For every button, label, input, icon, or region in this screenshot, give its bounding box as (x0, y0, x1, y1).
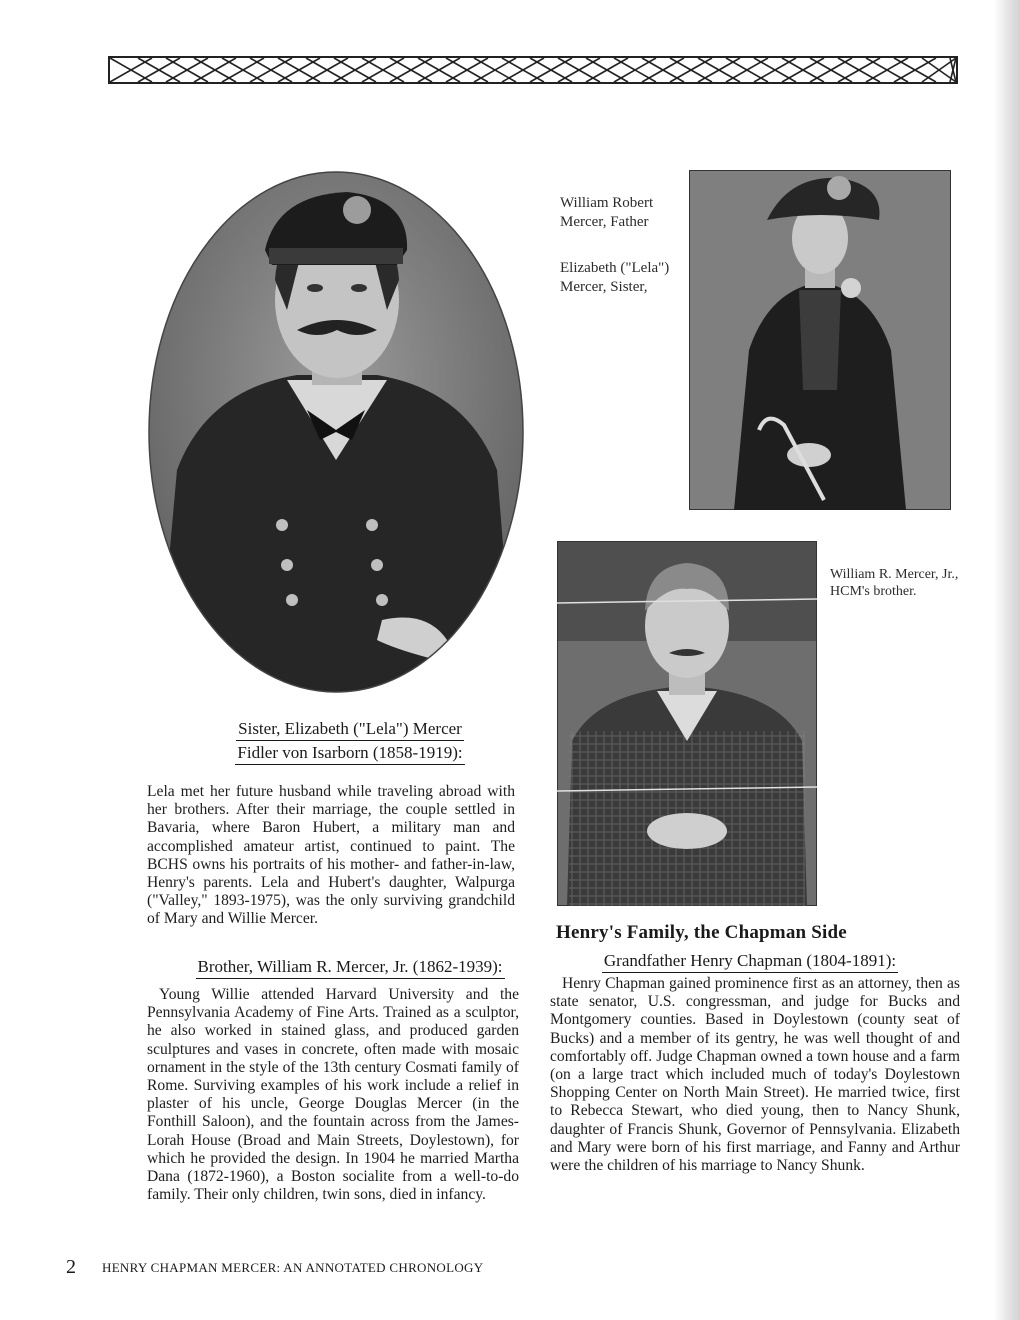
sister-heading-line2 (130, 742, 570, 764)
chapman-paragraph: Henry Chapman gained prominence first as an attorney, then as state senator, U.S. congressman, and judge for Bucks and Montgomery counties. Based in Doylestown (county seat of Bucks) and a member of its gentry, he was well thought of and comfortably off. Judge Chapman owned a town house and a farm (on a large tract which included much of today's Doylestown Shopping Center on North Main Street). He married twice, first to Rebecca Stewart, who died young, then to Nancy Shunk, daughter of Francis Shunk, Governor of Pennsylvania. Elizabeth and Mary were born of his first marriage, and Fanny and Arthur were the children of his marriage to Nancy Shunk. (550, 975, 960, 1175)
caption-father (560, 194, 680, 232)
caption-lela-line2: Mercer, Sister, (560, 279, 648, 295)
brother-paragraph: Young Willie attended Harvard University and the Pennsylvania Academy of Fine Arts. Trained as a sculptor, he also worked in stained glass, and produced garden sculptures and vases in concrete, often made with mosaic ornament in the style of the 13th century Cosmati family of Rome. Surviving examples of his work include a relief in plaster of his uncle, George Douglas Mercer (in the Fonthill Saloon), and the fountain across from the James-Lorah House (Broad and Main Streets, Doylestown), for which he provided the design. In 1904 he married Martha Dana (1872-1960), a Boston socialite from a well-to-do family. Their only children, twin sons, died in infancy. (147, 986, 519, 1204)
photo-lela-mercer (689, 170, 951, 510)
caption-willie-line2: HCM's brother. (830, 584, 917, 599)
grandfather-heading (550, 950, 950, 972)
brother-heading (130, 956, 570, 978)
sister-heading-line1-text: Sister, Elizabeth ("Lela") Mercer (236, 719, 464, 741)
running-footer-title: HENRY CHAPMAN MERCER: AN ANNOTATED CHRONOLOGY (102, 1260, 484, 1275)
grandfather-heading-text: Grandfather Henry Chapman (1804-1891): (602, 951, 898, 973)
decorative-border (108, 54, 958, 86)
sister-heading-line1 (130, 718, 570, 740)
lattice-border-icon (108, 54, 958, 86)
caption-father-line2: Mercer, Father (560, 214, 649, 230)
page-number: 2 (66, 1256, 76, 1278)
oval-portrait-father (147, 170, 525, 694)
caption-lela-line1: Elizabeth ("Lela") (560, 260, 670, 276)
chapman-section-title: Henry's Family, the Chapman Side (556, 922, 847, 943)
sister-heading-line2-text: Fidler von Isarborn (1858-1919): (235, 743, 464, 765)
brother-heading-text: Brother, William R. Mercer, Jr. (1862-1939): (196, 957, 505, 979)
caption-lela (560, 259, 685, 297)
caption-willie (830, 566, 990, 600)
sister-paragraph: Lela met her future husband while traveling abroad with her brothers. After their marriage, the couple settled in Bavaria, where Baron Hubert, a military man and accomplished amateur artist, continued to paint. The BCHS owns his portraits of his mother- and father-in-law, Henry's parents. Lela and Hubert's daughter, Walpurga ("Valley," 1893-1975), was the only surviving grandchild of Mary and Willie Mercer. (147, 783, 515, 928)
caption-willie-line1: William R. Mercer, Jr., (830, 567, 959, 582)
page-edge-shadow (994, 0, 1020, 1320)
photo-william-mercer-jr (557, 541, 817, 906)
caption-father-line1: William Robert (560, 195, 654, 211)
